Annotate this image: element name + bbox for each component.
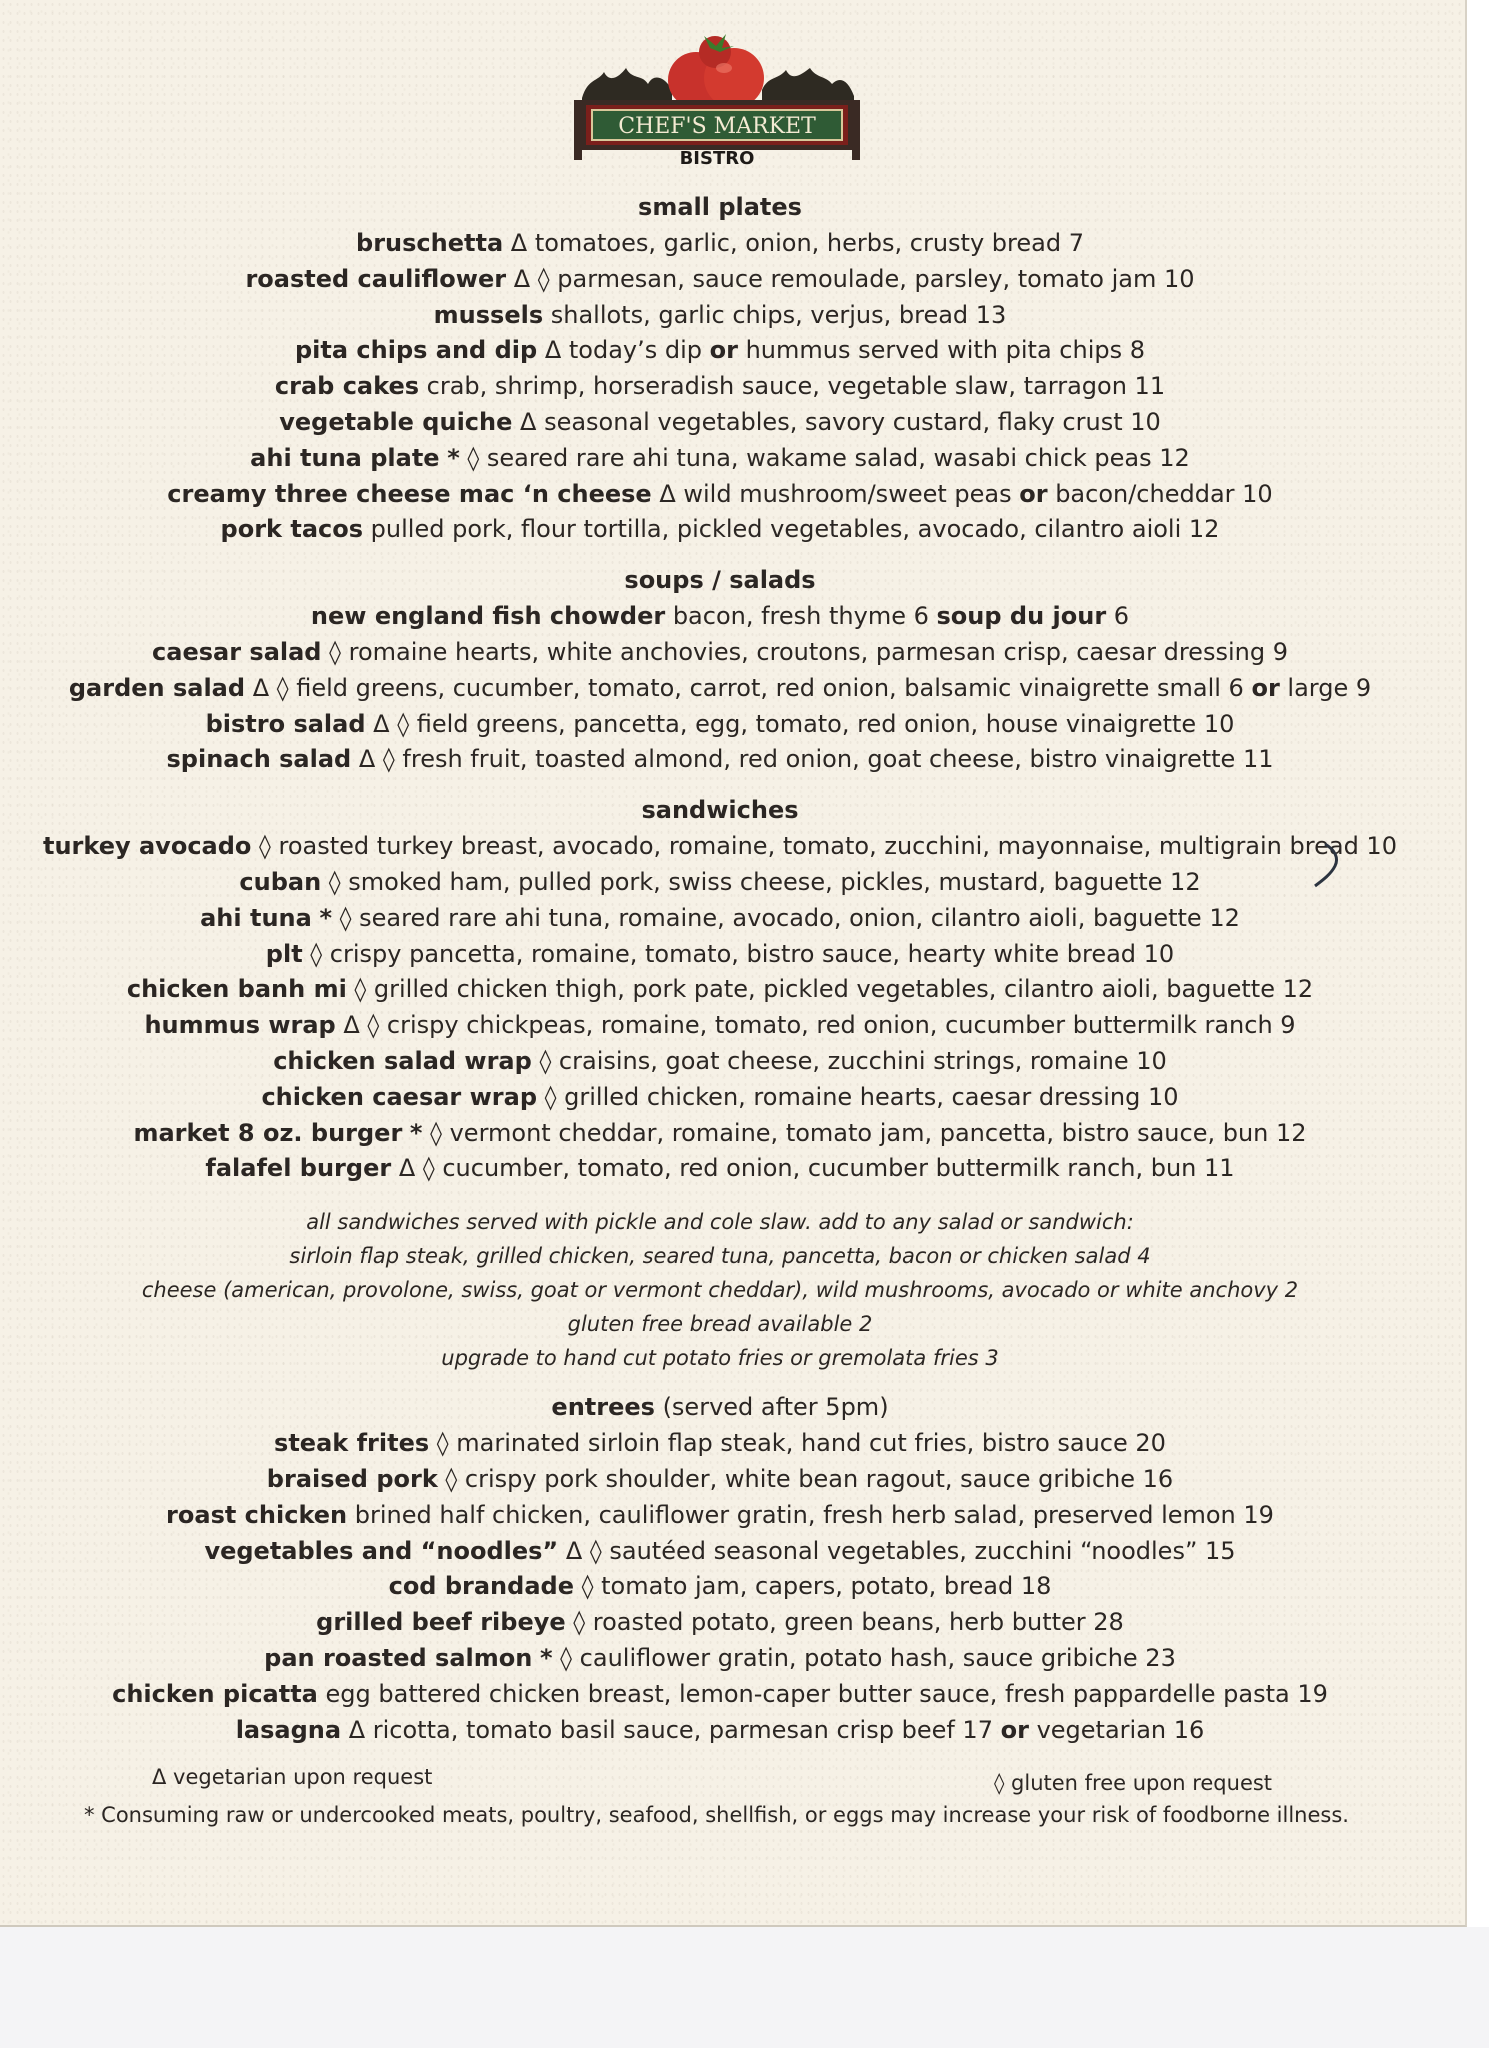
pen-mark: [1305, 840, 1345, 890]
item-name: or: [709, 336, 738, 365]
menu-content: [40, 188, 1400, 1748]
item-description: crab, shrimp, horseradish sauce, vegetable slaw, tarragon 11: [419, 372, 1166, 401]
item-name: hummus wrap: [144, 1011, 336, 1040]
item-description: ◊ cauliflower gratin, potato hash, sauce gribiche 23: [552, 1643, 1176, 1672]
section-soups-salads: [40, 561, 1400, 778]
chefs-market-bistro-logo: [574, 28, 860, 168]
item-name: falafel burger: [205, 1154, 392, 1183]
item-name: market 8 oz. burger: [133, 1118, 403, 1147]
scan-background: [0, 1927, 1489, 2048]
item-description: ◊ craisins, goat cheese, zucchini strings, romaine 10: [531, 1046, 1167, 1075]
item-description: Δ ◊ parmesan, sauce remoulade, parsley, tomato jam 10: [506, 264, 1195, 293]
menu-item: [40, 333, 1400, 369]
item-name: bruschetta: [356, 229, 504, 257]
menu-item-list: [40, 226, 1400, 548]
menu-item: [40, 1008, 1400, 1044]
item-name: cuban: [239, 867, 322, 896]
item-name: or: [1019, 479, 1048, 508]
item-name: pork tacos: [220, 515, 364, 544]
menu-item: [40, 1151, 1400, 1187]
menu-item-list: [40, 829, 1400, 1187]
item-description: [532, 1644, 540, 1672]
menu-item: [40, 405, 1400, 441]
item-description: ◊ smoked ham, pulled pork, swiss cheese, pickles, mustard, baguette 12: [321, 867, 1201, 896]
item-description: Δ ◊ fresh fruit, toasted almond, red onion, goat cheese, bistro vinaigrette 11: [351, 745, 1274, 774]
item-description: ◊ seared rare ahi tuna, wakame salad, wasabi chick peas 12: [459, 443, 1190, 472]
item-name: soup du jour: [936, 602, 1107, 631]
gluten-free-legend: ◊ gluten free upon request: [994, 1771, 1273, 1795]
menu-item: [40, 1498, 1400, 1534]
menu-item: [40, 972, 1400, 1008]
menu-item: [40, 1080, 1400, 1116]
item-name: or: [1000, 1715, 1029, 1744]
menu-item: [40, 298, 1400, 334]
item-name: vegetable quiche: [279, 407, 513, 436]
item-description: ◊ tomato jam, capers, potato, bread 18: [573, 1572, 1052, 1601]
menu-item: [40, 599, 1400, 635]
note-line: all sandwiches served with pickle and cole slaw. add to any salad or sandwich:: [306, 1210, 1134, 1235]
menu-item: [40, 707, 1400, 743]
menu-item: [40, 635, 1400, 671]
item-description: ◊ grilled chicken, romaine hearts, caesar dressing 10: [537, 1082, 1179, 1111]
menu-item: [40, 369, 1400, 405]
menu-item: [40, 1534, 1400, 1570]
item-name: mussels: [433, 300, 544, 329]
item-description: Δ ◊ field greens, cucumber, tomato, carrot, red onion, balsamic vinaigrette small 6: [245, 673, 1252, 702]
item-description: Δ wild mushroom/sweet peas: [651, 479, 1020, 508]
menu-item: [40, 1677, 1400, 1713]
item-description: Δ ◊ field greens, pancetta, egg, tomato, red onion, house vinaigrette 10: [365, 709, 1235, 738]
item-name: plt: [265, 939, 303, 968]
entrees-title: entrees: [551, 1393, 655, 1422]
item-description: ◊ crispy pork shoulder, white bean ragout, sauce gribiche 16: [437, 1464, 1174, 1493]
consumer-advisory: * Consuming raw or undercooked meats, poultry, seafood, shellfish, or eggs may increase your risk of foodborne illness.: [84, 1803, 1349, 1827]
item-description: 6: [1106, 602, 1130, 631]
item-name: braised pork: [266, 1464, 438, 1493]
menu-item: [40, 742, 1400, 778]
item-name: cod brandade: [388, 1572, 574, 1601]
item-description: Δ tomatoes, garlic, onion, herbs, crusty bread 7: [503, 229, 1084, 257]
menu-item: [40, 1462, 1400, 1498]
item-name: steak frites: [274, 1429, 430, 1458]
section-small-plates: [40, 188, 1400, 548]
item-description: [402, 1119, 410, 1147]
menu-item: [40, 477, 1400, 513]
item-name: ahi tuna: [200, 903, 312, 932]
menu-item: [40, 671, 1400, 707]
menu-item: [40, 226, 1400, 262]
item-name: garden salad: [68, 673, 246, 702]
menu-item-list: [40, 599, 1400, 778]
logo-title: CHEF'S MARKET: [618, 114, 816, 139]
section-entrees: [40, 1388, 1400, 1748]
menu-item: [40, 829, 1400, 865]
item-description: ◊ seared rare ahi tuna, romaine, avocado, onion, cilantro aioli, baguette 12: [332, 903, 1240, 932]
item-description: ◊ crispy pancetta, romaine, tomato, bistro sauce, hearty white bread 10: [302, 939, 1175, 968]
item-description: ◊ vermont cheddar, romaine, tomato jam, pancetta, bistro sauce, bun 12: [422, 1118, 1307, 1147]
item-name: *: [447, 443, 460, 472]
item-description: ◊ roasted potato, green beans, herb butter 28: [565, 1608, 1124, 1637]
item-name: *: [409, 1118, 423, 1147]
menu-item: [40, 262, 1400, 298]
menu-item: [40, 1713, 1400, 1749]
item-description: hummus served with pita chips 8: [737, 336, 1145, 365]
menu-item: [40, 1426, 1400, 1462]
item-name: chicken salad wrap: [273, 1046, 532, 1075]
item-description: Δ ◊ sautéed seasonal vegetables, zucchini “noodles” 15: [558, 1536, 1236, 1565]
item-description: vegetarian 16: [1028, 1715, 1205, 1744]
item-name: turkey avocado: [43, 832, 252, 861]
item-description: Δ ◊ cucumber, tomato, red onion, cucumber buttermilk ranch, bun 11: [391, 1154, 1235, 1183]
section-heading: soups / salads: [624, 566, 816, 595]
menu-item: [40, 1116, 1400, 1152]
item-description: egg battered chicken breast, lemon-caper butter sauce, fresh pappardelle pasta 19: [317, 1679, 1328, 1708]
item-description: ◊ grilled chicken thigh, pork pate, pickled vegetables, cilantro aioli, baguette 12: [346, 975, 1314, 1004]
entrees-note: (served after 5pm): [654, 1393, 889, 1422]
item-name: pan roasted salmon: [264, 1643, 533, 1672]
logo-subtitle: BISTRO: [679, 148, 755, 168]
item-description: ◊ roasted turkey breast, avocado, romaine, tomato, zucchini, mayonnaise, multigrain bread 10: [251, 832, 1397, 861]
note-line: gluten free bread available 2: [567, 1312, 873, 1337]
section-sandwiches: [40, 791, 1400, 1187]
item-name: ahi tuna plate: [250, 443, 440, 472]
item-name: vegetables and “noodles”: [204, 1536, 559, 1565]
item-description: bacon/cheddar 10: [1047, 479, 1273, 508]
item-name: crab cakes: [274, 372, 419, 401]
item-name: pita chips and dip: [294, 336, 538, 365]
item-name: caesar salad: [152, 637, 322, 666]
item-description: Δ today’s dip: [537, 336, 710, 365]
item-name: grilled beef ribeye: [316, 1608, 566, 1637]
menu-item: [40, 1569, 1400, 1605]
section-heading: sandwiches: [641, 796, 799, 825]
vegetarian-legend: Δ vegetarian upon request: [152, 1765, 433, 1789]
menu-item-list: [40, 1426, 1400, 1748]
menu-item: [40, 441, 1400, 477]
menu-item: [40, 1044, 1400, 1080]
item-description: Δ seasonal vegetables, savory custard, flaky crust 10: [512, 407, 1161, 436]
item-description: ◊ marinated sirloin flap steak, hand cut fries, bistro sauce 20: [429, 1429, 1166, 1458]
item-description: Δ ricotta, tomato basil sauce, parmesan crisp beef 17: [341, 1715, 1001, 1744]
item-name: lasagna: [235, 1715, 342, 1744]
section-heading: small plates: [638, 193, 802, 221]
item-description: bacon, fresh thyme 6: [665, 602, 937, 631]
section-heading: [40, 1388, 1400, 1426]
menu-item: [40, 1641, 1400, 1677]
item-name: chicken caesar wrap: [261, 1082, 538, 1111]
item-name: chicken picatta: [112, 1679, 318, 1708]
item-name: spinach salad: [166, 745, 352, 774]
item-description: Δ ◊ crispy chickpeas, romaine, tomato, red onion, cucumber buttermilk ranch 9: [335, 1011, 1296, 1040]
item-description: brined half chicken, cauliflower gratin, fresh herb salad, preserved lemon 19: [347, 1500, 1274, 1529]
item-name: *: [319, 903, 333, 932]
item-description: large 9: [1279, 673, 1372, 702]
item-description: ◊ romaine hearts, white anchovies, croutons, parmesan crisp, caesar dressing 9: [321, 637, 1288, 666]
item-name: roasted cauliflower: [245, 264, 507, 293]
note-line: cheese (american, provolone, swiss, goat or vermont cheddar), wild mushrooms, avocado or white anchovy 2: [141, 1278, 1299, 1303]
item-name: *: [539, 1643, 553, 1672]
menu-item: [40, 901, 1400, 937]
item-name: new england fish chowder: [310, 602, 666, 631]
menu-item: [40, 512, 1400, 548]
item-name: bistro salad: [205, 709, 366, 738]
note-line: upgrade to hand cut potato fries or gremolata fries 3: [441, 1346, 999, 1371]
note-line: sirloin flap steak, grilled chicken, seared tuna, pancetta, bacon or chicken salad 4: [289, 1244, 1151, 1269]
item-name: or: [1251, 673, 1280, 702]
item-name: creamy three cheese mac ‘n cheese: [167, 479, 652, 508]
sandwich-notes: [40, 1205, 1400, 1375]
menu-item: [40, 865, 1400, 901]
item-description: shallots, garlic chips, verjus, bread 13: [543, 300, 1007, 329]
menu-item: [40, 1605, 1400, 1641]
item-name: roast chicken: [166, 1500, 348, 1529]
item-name: chicken banh mi: [126, 975, 347, 1004]
item-description: pulled pork, flour tortilla, pickled vegetables, avocado, cilantro aioli 12: [363, 515, 1220, 544]
menu-item: [40, 937, 1400, 973]
